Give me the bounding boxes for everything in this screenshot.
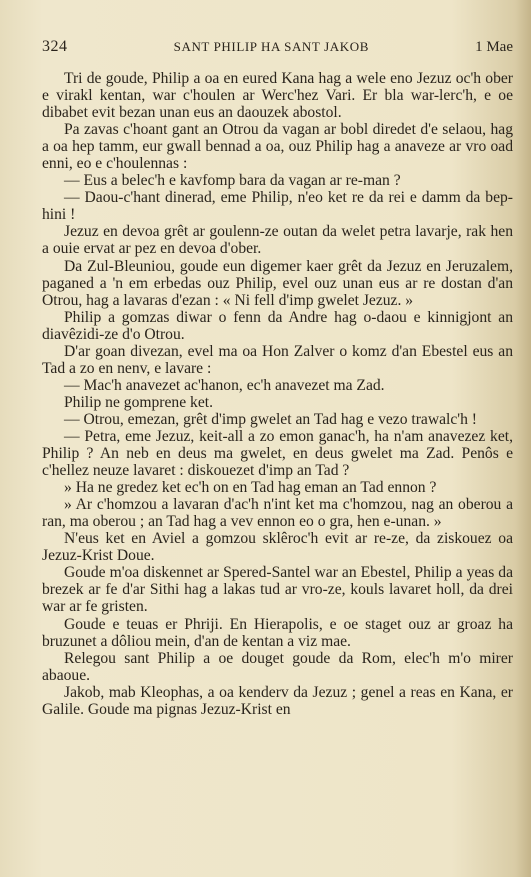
paragraph: — Daou-c'hant dinerad, eme Philip, n'eo ket re da rei e damm da bep-hini ! <box>42 189 513 224</box>
paragraph: N'eus ket en Aviel a gomzou sklêroc'h evit ar re-ze, da ziskouez oa Jezuz-Krist Doue. <box>42 530 513 565</box>
paragraph: Philip a gomzas diwar o fenn da Andre hag o-daou e kinnigjont an diavêzidi-ze d'o Otrou. <box>42 308 513 343</box>
paragraph: Goude e teuas er Phriji. En Hierapolis, e oe staget ouz ar groaz ha bruzunet a dôliou mein, d'an de kentan a viz mae. <box>42 615 513 650</box>
paragraph: » Ar c'homzou a lavaran d'ac'h n'int ket ma c'homzou, nag an oberou a ran, ma oberou ; an Tad hag a vev ennon eo o gra, hen e-unan. » <box>42 496 513 531</box>
paragraph: » Ha ne gredez ket ec'h on en Tad hag eman an Tad ennon ? <box>64 479 437 497</box>
paragraph: Jezuz en devoa grêt ar goulenn-ze outan da welet petra lavarje, rak hen a ouie ervat ar pez en devoa d'ober. <box>42 223 513 258</box>
paragraph: Pa zavas c'hoant gant an Otrou da vagan ar bobl diredet d'e selaou, hag a oa hep tamm, eur gwall bennad a oa, ouz Philip hag a anaveze ar vro oad enni, eo e c'houlennas : <box>42 121 513 173</box>
paragraph: Da Zul-Bleuniou, goude eun digemer kaer grêt da Jezuz en Jeruzalem, paganed a 'n em erbedas ouz Philip, evel ouz unan eus ar re dostan d'an Otrou, hag a lavaras d'ezan : « Ni fell d'imp gwelet Jezuz. » <box>42 257 513 309</box>
paragraph: — Otrou, emezan, grêt d'imp gwelet an Tad hag e vezo trawalc'h ! <box>64 410 477 428</box>
body-text <box>42 70 513 718</box>
paragraph: Relegou sant Philip a oe douget goude da Rom, elec'h m'o mirer abaoue. <box>42 649 513 684</box>
date-mark: 1 Mae <box>475 39 513 55</box>
paragraph: — Eus a belec'h e kavfomp bara da vagan ar re-man ? <box>64 172 401 190</box>
paragraph: Jakob, mab Kleophas, a oa kenderv da Jezuz ; genel a reas en Kana, er Galile. Goude ma pignas Jezuz-Krist en <box>42 683 513 718</box>
paragraph: Goude m'oa diskennet ar Spered-Santel war an Ebestel, Philip a yeas da brezek ar fe d'ar Sithi hag a lakas tud ar vro-ze, kouls lavaret holl, da drei war ar fe gristen. <box>42 564 513 616</box>
running-title: SANT PHILIP HA SANT JAKOB <box>173 39 369 54</box>
paragraph: D'ar goan divezan, evel ma oa Hon Zalver o komz d'an Ebestel eus an Tad a zo en nenv, e lavare : <box>42 342 513 377</box>
paragraph: — Petra, eme Jezuz, keit-all a zo emon ganac'h, ha n'am anavezez ket, Philip ? An neb en deus ma gwelet, en deus gwelet ma Zad. Penôs e c'hellez neuze lavaret : diskouezet d'imp an Tad ? <box>42 427 513 480</box>
paragraph: Tri de goude, Philip a oa en eured Kana hag a wele eno Jezuz oc'h ober e virakl kentan, war c'houlen ar Werc'hez Vari. Er bla war-lerc'h, e oe dibabet evit bezan unan eus an daouzek abostol. <box>42 70 513 122</box>
paragraph: Philip ne gomprene ket. <box>64 393 213 411</box>
page-header <box>42 38 513 62</box>
paragraph: — Mac'h anavezet ac'hanon, ec'h anavezet ma Zad. <box>64 376 385 394</box>
page-number: 324 <box>42 38 68 55</box>
